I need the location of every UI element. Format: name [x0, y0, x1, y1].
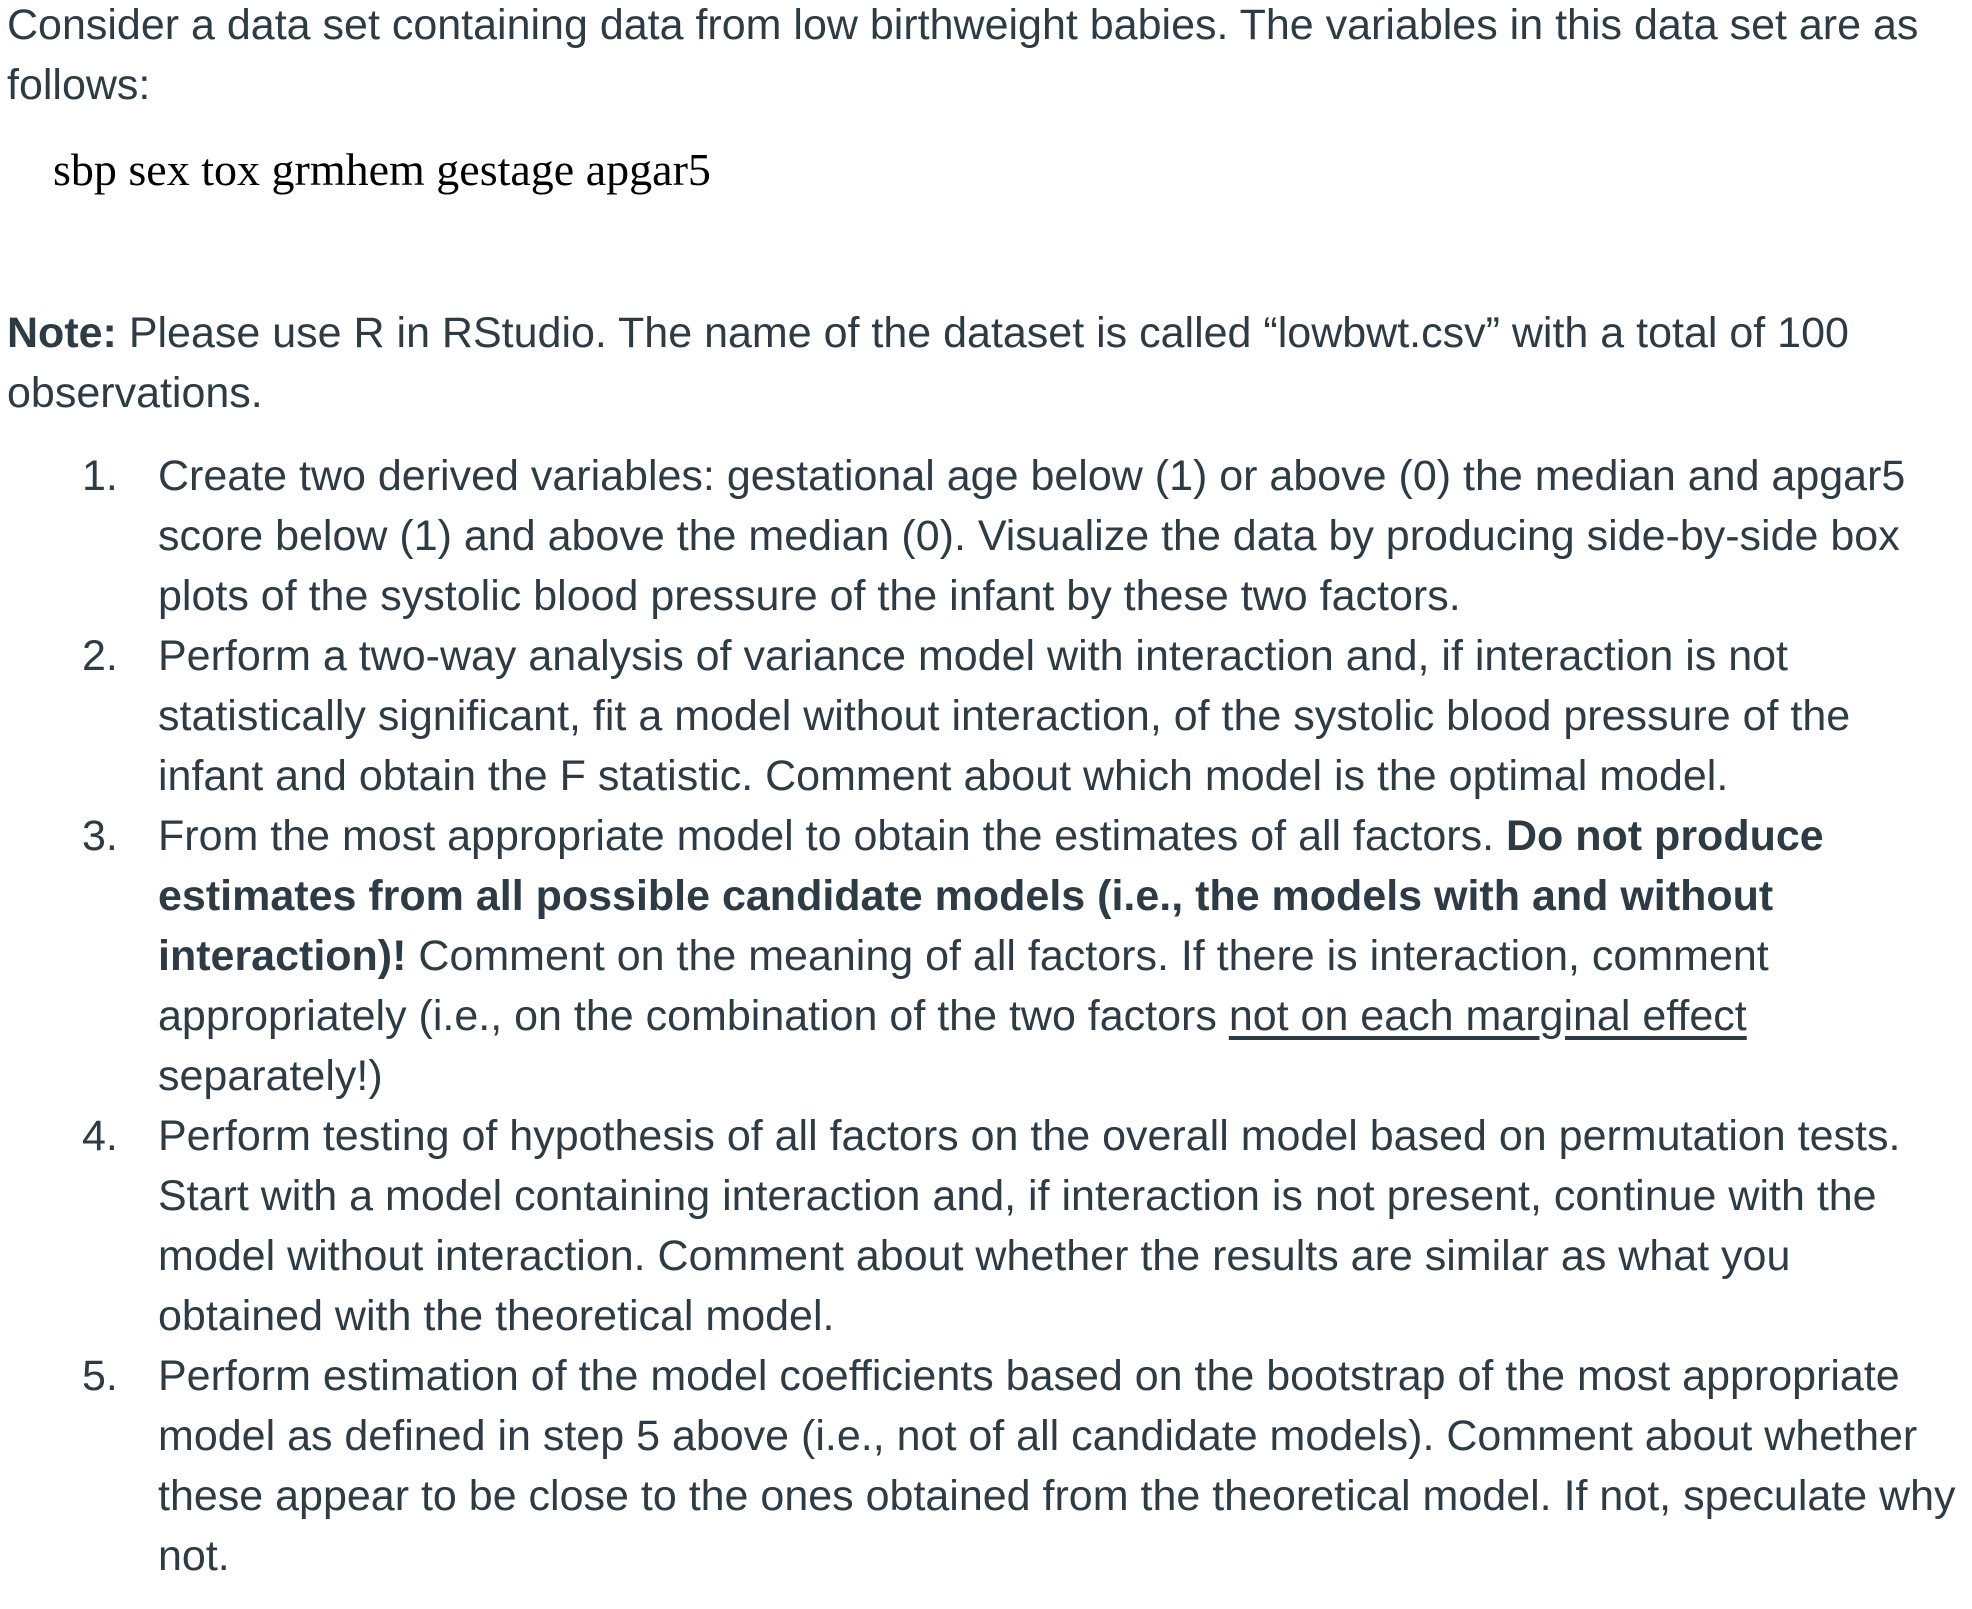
list-item-text-end: separately!): [158, 1052, 383, 1100]
list-item: [7, 626, 1962, 806]
list-item-text: Create two derived variables: gestational age below (1) or above (0) the median and apgar5 score below (1) and above the median (0). Visualize the data by producing side-by-side box plots of the systolic blood pressure of the infant by these two factors.: [158, 452, 1906, 620]
list-item-number: 1.: [82, 452, 118, 500]
note-paragraph: [7, 303, 1962, 423]
list-item: [7, 806, 1962, 1106]
assignment-document: [7, 0, 1962, 1586]
list-item: [7, 1106, 1962, 1346]
list-item: [7, 446, 1962, 626]
list-item-text: Perform a two-way analysis of variance model with interaction and, if interaction is not statistically significant, fit a model without interaction, of the systolic blood pressure of the infant and obtain the F statistic. Comment about which model is the optimal model.: [158, 632, 1851, 800]
list-item-text-continued: Comment on the meaning of all factors. If there is interaction, comment appropriately (i.e., on the combination of the two factors: [158, 932, 1769, 1040]
list-item-number: 4.: [82, 1112, 118, 1160]
variable-list: sbp sex tox grmhem gestage apgar5: [53, 144, 711, 195]
list-item: [7, 1346, 1962, 1586]
list-item-number: 2.: [82, 632, 118, 680]
task-list: [7, 446, 1962, 1586]
list-item-text: Perform estimation of the model coefficients based on the bootstrap of the most appropriate model as defined in step 5 above (i.e., not of all candidate models). Comment about whether these appear to be close to the ones obtained from the theoretical model. If not, speculate why not.: [158, 1352, 1956, 1580]
note-label: Note:: [7, 309, 117, 357]
list-item-underlined-text: not on each marginal effect: [1228, 992, 1747, 1040]
list-item-number: 5.: [82, 1352, 118, 1400]
list-item-text: From the most appropriate model to obtain the estimates of all factors.: [158, 812, 1506, 860]
list-item-number: 3.: [82, 812, 118, 860]
list-item-bold-warning: Do not produce estimates from all possible candidate models (i.e., the models with and without interaction)!: [158, 812, 1824, 980]
list-item-text: Perform testing of hypothesis of all factors on the overall model based on permutation tests. Start with a model containing interaction and, if interaction is not present, continue with the model without interaction. Comment about whether the results are similar as what you obtained with the theoretical model.: [158, 1112, 1901, 1340]
intro-paragraph: Consider a data set containing data from low birthweight babies. The variables in this data set are as follows:: [7, 1, 1919, 109]
note-text: Please use R in RStudio. The name of the dataset is called “lowbwt.csv” with a total of 100 observations.: [7, 309, 1849, 417]
